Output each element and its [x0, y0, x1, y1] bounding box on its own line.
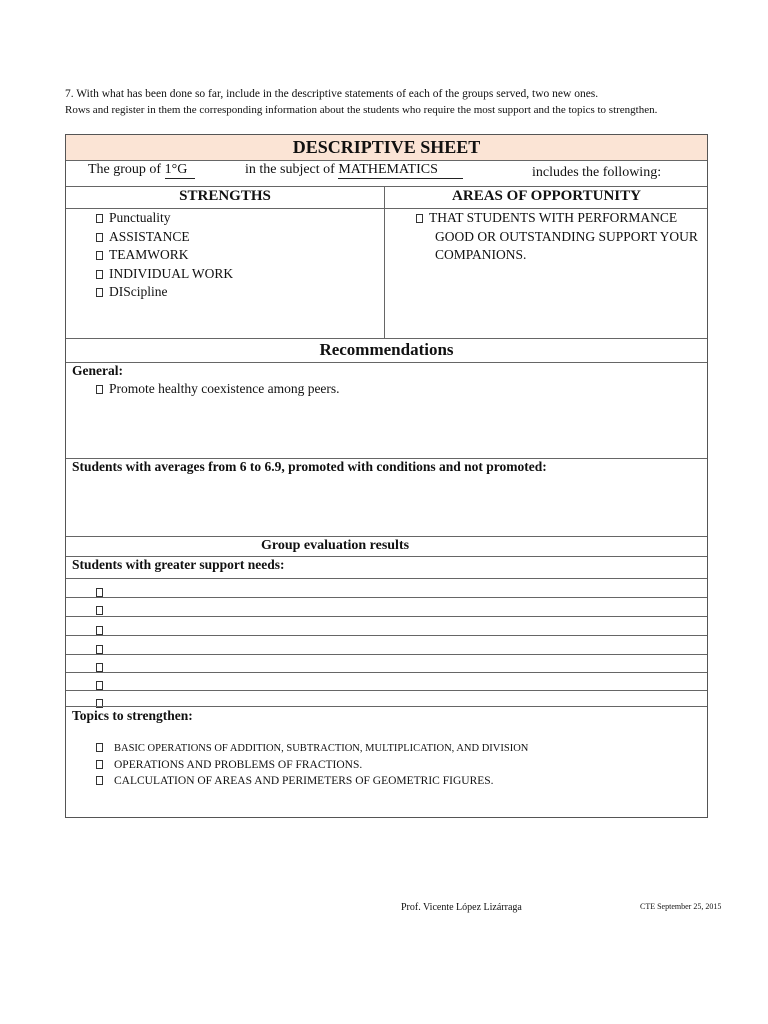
opportunity-header: AREAS OF OPPORTUNITY	[452, 188, 641, 204]
checkbox-icon	[96, 776, 103, 785]
support-row	[96, 676, 109, 694]
group-prefix: The group of	[88, 162, 165, 177]
checkbox-icon	[96, 288, 103, 297]
strengths-list	[96, 209, 233, 302]
list-item: TEAMWORK	[96, 246, 233, 265]
list-item: INDIVIDUAL WORK	[96, 265, 233, 284]
checkbox-icon	[96, 251, 103, 260]
checkbox-icon	[416, 214, 423, 223]
support-row	[96, 658, 109, 676]
instruction-line-1: 7. With what has been done so far, include in the descriptive statements of each of the groups served, two new ones.	[65, 88, 599, 100]
list-item-continuation: COMPANIONS.	[435, 247, 527, 263]
includes-text: includes the following:	[532, 165, 662, 180]
topics-label: Topics to strengthen:	[72, 708, 193, 723]
support-row	[96, 621, 109, 639]
teacher-name: Prof. Vicente López Lizárraga	[401, 902, 522, 913]
support-row	[96, 583, 109, 601]
list-item: THAT STUDENTS WITH PERFORMANCE	[416, 209, 698, 228]
subject-value: MATHEMATICS	[338, 162, 463, 179]
group-statement	[88, 162, 195, 179]
list-item: ASSISTANCE	[96, 228, 233, 247]
list-item-continuation: GOOD OR OUTSTANDING SUPPORT YOUR	[435, 228, 698, 244]
general-label: General:	[72, 363, 123, 378]
checkbox-icon	[96, 645, 103, 654]
support-row	[96, 640, 109, 658]
checkbox-icon	[96, 214, 103, 223]
checkbox-icon	[96, 233, 103, 242]
opportunity-list	[416, 209, 698, 265]
list-item: DIScipline	[96, 283, 233, 302]
checkbox-icon	[96, 743, 103, 752]
checkbox-icon	[96, 606, 103, 615]
topics-list	[96, 741, 528, 789]
descriptive-sheet	[65, 134, 708, 818]
strengths-header: STRENGTHS	[179, 188, 271, 204]
checkbox-icon	[96, 760, 103, 769]
checkbox-icon	[96, 681, 103, 690]
list-item: Punctuality	[96, 209, 233, 228]
list-item: CALCULATION OF AREAS AND PERIMETERS OF GEOMETRIC FIGURES.	[96, 773, 528, 789]
averages-label: Students with averages from 6 to 6.9, promoted with conditions and not promoted:	[72, 459, 547, 474]
support-label: Students with greater support needs:	[72, 557, 285, 572]
list-item: OPERATIONS AND PROBLEMS OF FRACTIONS.	[96, 757, 528, 773]
checkbox-icon	[96, 270, 103, 279]
general-item: Promote healthy coexistence among peers.	[96, 381, 340, 397]
footer-date: CTE September 25, 2015	[640, 902, 722, 911]
sheet-title: DESCRIPTIVE SHEET	[292, 137, 481, 157]
checkbox-icon	[96, 626, 103, 635]
list-item: BASIC OPERATIONS OF ADDITION, SUBTRACTION, MULTIPLICATION, AND DIVISION	[96, 741, 528, 757]
instruction-line-2: Rows and register in them the corresponding information about the students who require the most support and the topics to strengthen.	[65, 104, 658, 116]
group-value: 1°G	[165, 162, 195, 179]
subject-prefix: in the subject of	[245, 162, 339, 177]
evaluation-header: Group evaluation results	[261, 538, 410, 553]
checkbox-icon	[96, 588, 103, 597]
checkbox-icon	[96, 663, 103, 672]
recommendations-header: Recommendations	[319, 340, 454, 359]
checkbox-icon	[96, 385, 103, 394]
subject-statement	[245, 162, 463, 179]
